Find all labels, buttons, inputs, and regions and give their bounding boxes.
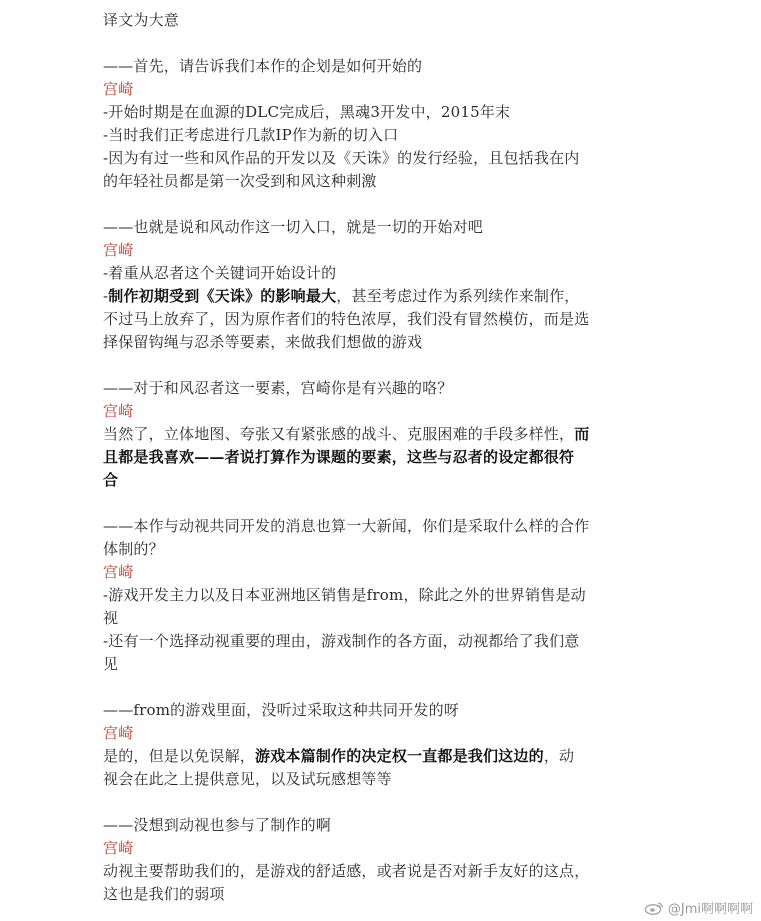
bold-text: 合 xyxy=(103,471,119,489)
qa-section xyxy=(103,32,663,193)
speaker-name: 宫崎 xyxy=(103,724,134,742)
answer-text: -因为有过一些和风作品的开发以及《天诛》的发行经验，且包括我在内 xyxy=(103,149,580,167)
blank-line xyxy=(103,676,663,699)
speaker-name: 宫崎 xyxy=(103,402,134,420)
answer-line xyxy=(103,124,663,147)
question-line: ——from的游戏里面，没听过采取这种共同开发的呀 xyxy=(103,701,459,719)
question-line: ——没想到动视也参与了制作的啊 xyxy=(103,816,332,834)
answer-line xyxy=(103,883,663,906)
answer-text: 视 xyxy=(103,609,119,627)
answer-text: -开始时期是在血源的DLC完成后，黑魂3开发中，2015年末 xyxy=(103,103,511,121)
answer-text: 不过马上放弃了，因为原作者们的特色浓厚，我们没有冒然模仿，而是选 xyxy=(103,310,590,328)
answer-text: 当然了，立体地图、夸张又有紧张感的战斗、克服困难的手段多样性， xyxy=(103,425,575,443)
qa-section xyxy=(103,791,663,906)
answer-line xyxy=(103,147,663,170)
answer-line xyxy=(103,768,663,791)
speaker-name: 宫崎 xyxy=(103,563,134,581)
question-line: 体制的？ xyxy=(103,540,164,558)
answer-text: -当时我们正考虑进行几款IP作为新的切入口 xyxy=(103,126,399,144)
answer-line xyxy=(103,584,663,607)
speaker-name: 宫崎 xyxy=(103,80,134,98)
answer-text: 视会在此之上提供意见，以及试玩感想等等 xyxy=(103,770,392,788)
answer-text: 动视主要帮助我们的，是游戏的舒适感，或者说是否对新手友好的这点， xyxy=(103,862,590,880)
answer-line xyxy=(103,331,663,354)
speaker-name: 宫崎 xyxy=(103,839,134,857)
answer-text: 这也是我们的弱项 xyxy=(103,885,225,903)
answer-text: ，动 xyxy=(543,747,575,765)
blank-line xyxy=(103,791,663,814)
question-line: ——首先，请告诉我们本作的企划是如何开始的 xyxy=(103,57,423,75)
answer-line xyxy=(103,446,663,469)
qa-sections xyxy=(103,32,663,906)
watermark-text: @Jmi啊啊啊啊 xyxy=(667,902,753,917)
answer-line xyxy=(103,607,663,630)
answer-text: ，甚至考虑过作为系列续作来制作， xyxy=(336,287,580,305)
answer-text: - xyxy=(103,287,109,305)
answer-text: 择保留钩绳与忍杀等要素，来做我们想做的游戏 xyxy=(103,333,423,351)
speaker-name: 宫崎 xyxy=(103,241,134,259)
answer-line xyxy=(103,653,663,676)
answer-line xyxy=(103,262,663,285)
qa-section xyxy=(103,676,663,791)
answer-text: -着重从忍者这个关键词开始设计的 xyxy=(103,264,337,282)
answer-line xyxy=(103,170,663,193)
document-title: 译文为大意 xyxy=(103,11,180,29)
answer-line xyxy=(103,860,663,883)
question-line: ——本作与动视共同开发的消息也算一大新闻，你们是采取什么样的合作 xyxy=(103,517,590,535)
answer-text: 是的，但是以免误解， xyxy=(103,747,256,765)
answer-line xyxy=(103,745,663,768)
bold-text: 而 xyxy=(574,425,590,443)
answer-text: 见 xyxy=(103,655,119,673)
weibo-icon xyxy=(644,901,664,915)
answer-text: 的年轻社员都是第一次受到和风这种刺激 xyxy=(103,172,377,190)
bold-text: 制作初期受到《天诛》的影响最大 xyxy=(108,287,337,305)
answer-text: -还有一个选择动视重要的理由，游戏制作的各方面，动视都给了我们意 xyxy=(103,632,580,650)
watermark xyxy=(644,898,753,917)
blank-line xyxy=(103,32,663,55)
qa-section xyxy=(103,354,663,492)
question-line: ——对于和风忍者这一要素，宫崎你是有兴趣的咯？ xyxy=(103,379,453,397)
answer-text: -游戏开发主力以及日本亚洲地区销售是from，除此之外的世界销售是动 xyxy=(103,586,586,604)
qa-section xyxy=(103,193,663,354)
answer-line xyxy=(103,308,663,331)
answer-line xyxy=(103,101,663,124)
qa-section xyxy=(103,492,663,676)
bold-text: 且都是我喜欢——者说打算作为课题的要素，这些与忍者的设定都很符 xyxy=(103,448,575,466)
answer-line xyxy=(103,630,663,653)
answer-line xyxy=(103,285,663,308)
blank-line xyxy=(103,193,663,216)
question-line: ——也就是说和风动作这一切入口，就是一切的开始对吧 xyxy=(103,218,484,236)
blank-line xyxy=(103,354,663,377)
answer-line xyxy=(103,423,663,446)
answer-line xyxy=(103,469,663,492)
document-body xyxy=(103,9,663,906)
blank-line xyxy=(103,492,663,515)
bold-text: 游戏本篇制作的决定权一直都是我们这边的 xyxy=(255,747,544,765)
